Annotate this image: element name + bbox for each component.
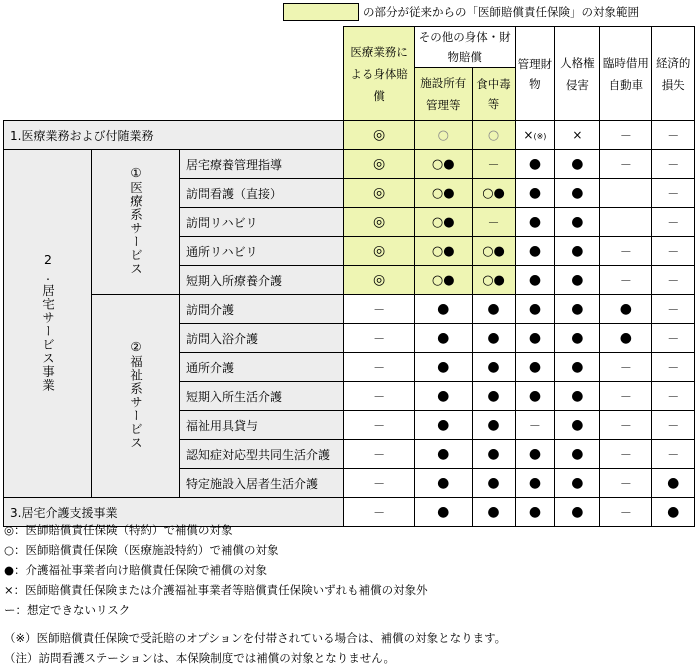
group-home-services: 2.居宅サービス事業 <box>4 150 92 498</box>
legend-text: の部分が従来からの「医師賠償責任保険」の対象範囲 <box>363 5 639 19</box>
row-label: 訪問入浴介護 <box>180 324 344 353</box>
mark-none: － <box>600 469 652 498</box>
mark-none: － <box>600 498 652 527</box>
mark-none: － <box>652 382 695 411</box>
mark-none: － <box>344 295 415 324</box>
mark-open-filled-circle: ○● <box>472 237 515 266</box>
mark-open-filled-circle: ○● <box>472 179 515 208</box>
mark-double-circle: ◎ <box>344 179 415 208</box>
mark-filled-circle: ● <box>600 295 652 324</box>
mark-open-filled-circle: ○● <box>415 266 473 295</box>
note-line: ●：介護福祉事業者向け賠償責任保険で補償の対象 <box>4 563 268 577</box>
header-food: 食中毒等 <box>472 68 515 121</box>
mark-open-filled-circle: ○● <box>472 266 515 295</box>
note-line: ○：医師賠償責任保険（医療施設特約）で補償の対象 <box>4 543 279 557</box>
table-row <box>4 121 695 150</box>
mark-filled-circle: ● <box>555 469 600 498</box>
mark-filled-circle: ● <box>515 353 555 382</box>
mark-none: － <box>344 411 415 440</box>
mark-filled-circle: ● <box>555 324 600 353</box>
header-car: 臨時借用自動車 <box>600 27 652 121</box>
mark-none: － <box>344 469 415 498</box>
mark-filled-circle: ● <box>415 353 473 382</box>
mark-filled-circle: ● <box>515 440 555 469</box>
mark-filled-circle: ● <box>472 469 515 498</box>
mark-none: － <box>600 382 652 411</box>
row-label: 特定施設入居者生活介護 <box>180 469 344 498</box>
coverage-table <box>3 26 695 527</box>
mark-none: － <box>344 382 415 411</box>
mark-none: － <box>652 208 695 237</box>
legend-swatch <box>283 3 359 21</box>
empty-cell <box>600 208 652 237</box>
mark-none: － <box>652 179 695 208</box>
mark-double-circle: ◎ <box>344 150 415 179</box>
mark-filled-circle: ● <box>652 469 695 498</box>
mark-open-filled-circle: ○● <box>415 179 473 208</box>
mark-none: － <box>652 324 695 353</box>
mark-none: － <box>652 411 695 440</box>
mark-double-circle: ◎ <box>344 266 415 295</box>
mark-filled-circle: ● <box>600 324 652 353</box>
mark-filled-circle: ● <box>415 498 473 527</box>
mark-open-circle: ○ <box>472 121 515 150</box>
group-medical-services: ①医療系サービス <box>92 150 180 295</box>
mark-none: － <box>600 266 652 295</box>
header-other-group: その他の身体・財物賠償 <box>415 27 516 68</box>
mark-filled-circle: ● <box>415 295 473 324</box>
mark-double-circle: ◎ <box>344 237 415 266</box>
header-economic: 経済的損失 <box>652 27 695 121</box>
corner-cell <box>4 27 344 121</box>
mark-filled-circle: ● <box>555 237 600 266</box>
mark-filled-circle: ● <box>515 498 555 527</box>
mark-filled-circle: ● <box>515 469 555 498</box>
mark-filled-circle: ● <box>555 208 600 237</box>
row-label: 認知症対応型共同生活介護 <box>180 440 344 469</box>
mark-filled-circle: ● <box>555 411 600 440</box>
mark-filled-circle: ● <box>652 498 695 527</box>
note-line: ◎：医師賠償責任保険（特約）で補償の対象 <box>4 523 233 537</box>
mark-none: － <box>600 237 652 266</box>
mark-none: － <box>515 411 555 440</box>
note-line: （注）訪問看護ステーションは、本保険制度では補償の対象となりません。 <box>4 651 395 665</box>
mark-filled-circle: ● <box>415 382 473 411</box>
mark-none: － <box>600 121 652 150</box>
mark-filled-circle: ● <box>555 266 600 295</box>
mark-none: － <box>652 353 695 382</box>
mark-filled-circle: ● <box>515 295 555 324</box>
row-label: 福祉用具貸与 <box>180 411 344 440</box>
note-line: ×：医師賠償責任保険または介護福祉事業者等賠償責任保険いずれも補償の対象外 <box>4 583 428 597</box>
mark-cross: ×(※) <box>515 121 555 150</box>
mark-none: － <box>344 498 415 527</box>
row-label: 訪問看護（直接） <box>180 179 344 208</box>
mark-filled-circle: ● <box>555 150 600 179</box>
mark-filled-circle: ● <box>515 324 555 353</box>
mark-filled-circle: ● <box>515 179 555 208</box>
mark-none: － <box>652 150 695 179</box>
row-label: 短期入所療養介護 <box>180 266 344 295</box>
mark-open-circle: ○ <box>415 121 473 150</box>
mark-filled-circle: ● <box>472 324 515 353</box>
mark-none: － <box>600 411 652 440</box>
mark-filled-circle: ● <box>415 411 473 440</box>
legend <box>283 2 639 22</box>
mark-filled-circle: ● <box>555 498 600 527</box>
mark-filled-circle: ● <box>472 295 515 324</box>
mark-none: － <box>600 440 652 469</box>
mark-filled-circle: ● <box>415 469 473 498</box>
mark-filled-circle: ● <box>555 353 600 382</box>
mark-none: － <box>652 440 695 469</box>
mark-cross: × <box>555 121 600 150</box>
mark-filled-circle: ● <box>472 440 515 469</box>
mark-double-circle: ◎ <box>344 208 415 237</box>
mark-filled-circle: ● <box>472 382 515 411</box>
row-label: 通所リハビリ <box>180 237 344 266</box>
mark-none: － <box>600 353 652 382</box>
row-label: 短期入所生活介護 <box>180 382 344 411</box>
header-property: 管理財物 <box>515 27 555 121</box>
table-row <box>4 295 695 324</box>
mark-filled-circle: ● <box>555 179 600 208</box>
mark-none: － <box>652 121 695 150</box>
mark-filled-circle: ● <box>515 150 555 179</box>
mark-none: － <box>600 150 652 179</box>
header-facility: 施設所有管理等 <box>415 68 473 121</box>
group-welfare-services: ②福祉系サービス <box>92 295 180 498</box>
mark-filled-circle: ● <box>515 266 555 295</box>
note-line: （※）医師賠償責任保険で受託賠のオプションを付帯されている場合は、補償の対象となります。 <box>4 631 507 645</box>
mark-none: － <box>344 353 415 382</box>
header-personality: 人格権侵害 <box>555 27 600 121</box>
empty-cell <box>600 179 652 208</box>
note-line: ー：想定できないリスク <box>4 603 131 617</box>
mark-none: － <box>652 266 695 295</box>
mark-filled-circle: ● <box>415 440 473 469</box>
mark-filled-circle: ● <box>555 295 600 324</box>
mark-none: － <box>344 324 415 353</box>
row-label: 訪問介護 <box>180 295 344 324</box>
mark-filled-circle: ● <box>472 411 515 440</box>
mark-none: － <box>652 237 695 266</box>
mark-open-filled-circle: ○● <box>415 150 473 179</box>
mark-filled-circle: ● <box>472 498 515 527</box>
header-medical: 医療業務による身体賠償 <box>344 27 415 121</box>
mark-none: － <box>344 440 415 469</box>
row-label: 1.医療業務および付随業務 <box>4 121 344 150</box>
row-label: 訪問リハビリ <box>180 208 344 237</box>
row-label: 3.居宅介護支援事業 <box>4 498 344 527</box>
mark-open-filled-circle: ○● <box>415 237 473 266</box>
mark-none: － <box>652 295 695 324</box>
table-row <box>4 150 695 179</box>
mark-none: － <box>472 208 515 237</box>
mark-filled-circle: ● <box>555 440 600 469</box>
mark-filled-circle: ● <box>515 208 555 237</box>
mark-none: － <box>472 150 515 179</box>
mark-filled-circle: ● <box>415 324 473 353</box>
mark-filled-circle: ● <box>515 382 555 411</box>
mark-filled-circle: ● <box>515 237 555 266</box>
row-label: 居宅療養管理指導 <box>180 150 344 179</box>
row-label: 通所介護 <box>180 353 344 382</box>
mark-open-filled-circle: ○● <box>415 208 473 237</box>
mark-double-circle: ◎ <box>344 121 415 150</box>
mark-filled-circle: ● <box>472 353 515 382</box>
mark-filled-circle: ● <box>555 382 600 411</box>
